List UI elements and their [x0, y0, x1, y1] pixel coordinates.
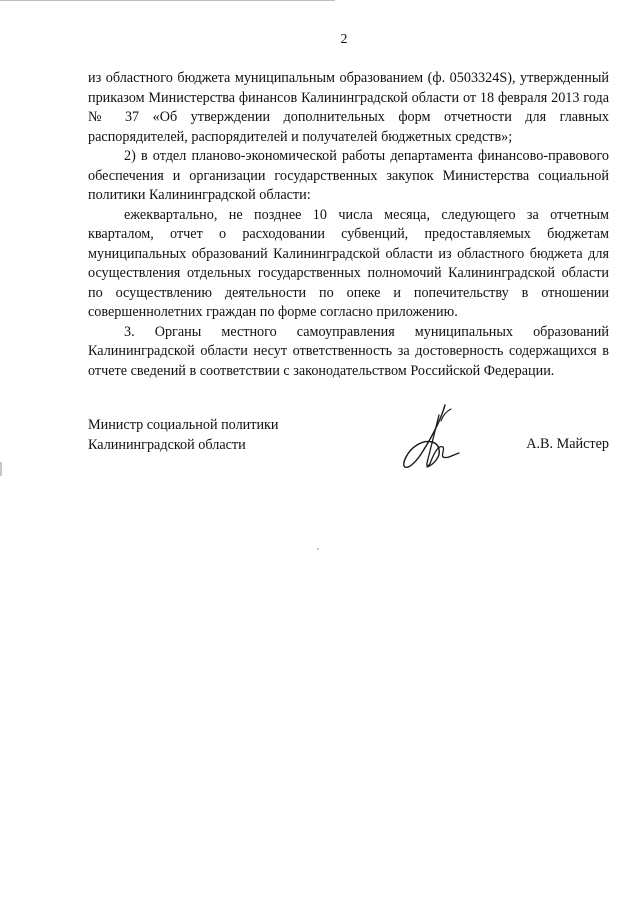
paragraph-department: 2) в отдел планово-экономической работы департамента финансово-правового обеспечения и организации государственных закупок Министерства социальной политики Калининградской области: [88, 148, 609, 203]
handwritten-signature [393, 401, 473, 481]
scan-edge-line [0, 0, 335, 1]
signer-title [88, 415, 279, 455]
document-body [88, 69, 609, 381]
scan-mark [0, 462, 2, 476]
signer-name: А.В. Майстер [526, 436, 609, 452]
paragraph-responsibility: 3. Органы местного самоуправления муниципальных образований Калининградской области несут ответственность за достоверность содержащихся в отчете сведений в соответствии с законодательством Российской Федерации. [88, 323, 609, 379]
scan-dot [317, 548, 319, 550]
page-number: 2 [340, 32, 348, 47]
paragraph-quarterly-report: ежеквартально, не позднее 10 числа месяца, следующего за отчетным кварталом, отчет о расходовании субвенций, предоставляемых бюджетам муниципальных образований Калининградской области из областного бюджета для осуществления отдельных государственных полномочий Калининградской области по осуществлению деятельности по опеке и попечительству в отношении совершеннолетних граждан по форме согласно приложению. [88, 206, 609, 320]
signature-block [88, 415, 609, 495]
signer-title-line-1: Министр социальной политики [88, 417, 279, 433]
paragraph-report-form: из областного бюджета муниципальным образованием (ф. 0503324S), утвержденный приказом Министерства финансов Калининградской области от 18 февраля 2013 года № 37 «Об утверждении дополнительных форм отчетности для главных распорядителей, распорядителей и получателей бюджетных средств»; [88, 70, 609, 145]
signer-title-line-2: Калининградской области [88, 437, 246, 453]
